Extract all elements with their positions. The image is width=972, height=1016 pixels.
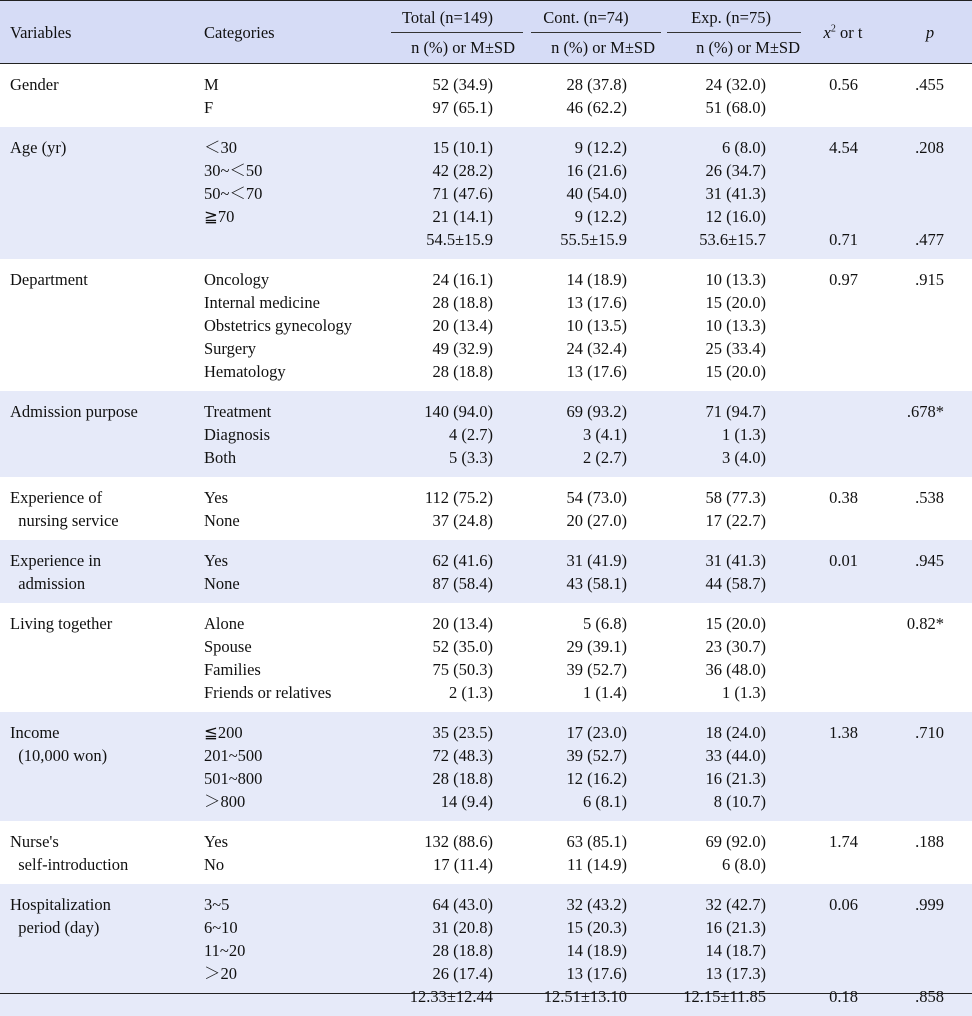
category-cell: Both xyxy=(204,448,237,467)
cont-cell: 3 (4.1) xyxy=(583,425,627,444)
category-cell: Internal medicine xyxy=(204,293,320,312)
total-cell: 17 (11.4) xyxy=(433,855,493,874)
cont-cell: 24 (32.4) xyxy=(566,339,627,358)
category-cell: ＞800 xyxy=(204,792,246,811)
category-cell: ＞20 xyxy=(204,964,237,983)
p-cell: .188 xyxy=(915,832,944,851)
header-exp-sub: n (%) or M±SD xyxy=(696,38,800,57)
cont-cell: 10 (13.5) xyxy=(566,316,627,335)
variable-label: Experience in admission xyxy=(10,551,102,593)
cont-cell: 40 (54.0) xyxy=(566,184,627,203)
total-cell: 64 (43.0) xyxy=(432,895,493,914)
category-cell: M xyxy=(204,75,219,94)
total-cell: 72 (48.3) xyxy=(432,746,493,765)
category-cell: Treatment xyxy=(204,402,272,421)
category-cell: 3~5 xyxy=(204,895,230,914)
total-cell: 28 (18.8) xyxy=(432,293,493,312)
category-cell: 11~20 xyxy=(204,941,246,960)
total-cell: 24 (16.1) xyxy=(432,270,493,289)
total-cell: 97 (65.1) xyxy=(432,98,493,117)
cont-cell: 5 (6.8) xyxy=(583,614,627,633)
exp-cell: 12 (16.0) xyxy=(705,207,766,226)
category-cell: Obstetrics gynecology xyxy=(204,316,353,335)
category-cell: 201~500 xyxy=(204,746,263,765)
cont-cell: 20 (27.0) xyxy=(566,511,627,530)
category-cell: F xyxy=(204,98,214,117)
stat-cell: 0.71 xyxy=(829,230,858,249)
stat-cell: 1.74 xyxy=(829,832,858,851)
total-cell: 62 (41.6) xyxy=(432,551,493,570)
total-cell: 28 (18.8) xyxy=(432,941,493,960)
exp-cell: 23 (30.7) xyxy=(705,637,766,656)
total-cell: 87 (58.4) xyxy=(432,574,493,593)
header-exp: Exp. (n=75) xyxy=(691,8,771,27)
cont-cell: 69 (93.2) xyxy=(566,402,627,421)
cont-cell: 28 (37.8) xyxy=(566,75,627,94)
category-cell: None xyxy=(204,511,240,530)
header-total-rule xyxy=(391,32,523,33)
category-cell: None xyxy=(204,574,240,593)
variable-label: Nurse's self-introduction xyxy=(10,832,129,874)
category-cell: Surgery xyxy=(204,339,256,358)
p-cell: 0.82* xyxy=(906,614,944,633)
exp-cell: 1 (1.3) xyxy=(722,683,766,702)
stat-cell: 0.97 xyxy=(829,270,858,289)
cont-cell: 17 (23.0) xyxy=(566,723,627,742)
category-cell: Friends or relatives xyxy=(204,683,332,702)
exp-cell: 10 (13.3) xyxy=(705,316,766,335)
header-total-sub: n (%) or M±SD xyxy=(411,38,515,57)
header-cont-rule xyxy=(531,32,661,33)
category-cell: Alone xyxy=(204,614,245,633)
cont-cell: 14 (18.9) xyxy=(566,941,627,960)
header-total: Total (n=149) xyxy=(401,8,494,27)
stat-cell: 4.54 xyxy=(829,138,858,157)
exp-cell: 12.15±11.85 xyxy=(683,987,766,1006)
cont-cell: 12 (16.2) xyxy=(566,769,627,788)
exp-cell: 16 (21.3) xyxy=(705,918,766,937)
variable-label: Department xyxy=(10,270,88,289)
variable-label: Gender xyxy=(10,75,59,94)
exp-cell: 15 (20.0) xyxy=(705,614,766,633)
cont-cell: 55.5±15.9 xyxy=(560,230,627,249)
total-cell: 54.5±15.9 xyxy=(426,230,493,249)
exp-cell: 51 (68.0) xyxy=(705,98,766,117)
header-p xyxy=(900,23,960,43)
header-cont-sub: n (%) or M±SD xyxy=(551,38,655,57)
cont-cell: 6 (8.1) xyxy=(583,792,627,811)
p-cell: .678* xyxy=(906,402,944,421)
exp-cell: 53.6±15.7 xyxy=(699,230,766,249)
p-cell: .858 xyxy=(915,987,944,1006)
cont-cell: 14 (18.9) xyxy=(566,270,627,289)
category-cell: Diagnosis xyxy=(204,425,270,444)
exp-cell: 31 (41.3) xyxy=(705,184,766,203)
exp-cell: 13 (17.3) xyxy=(705,964,766,983)
cont-cell: 13 (17.6) xyxy=(566,964,627,983)
header-p-label: p xyxy=(925,23,935,42)
header-cont: Cont. (n=74) xyxy=(543,8,629,27)
cont-cell: 16 (21.6) xyxy=(566,161,627,180)
table-header xyxy=(0,0,972,64)
cont-cell: 39 (52.7) xyxy=(566,660,627,679)
header-stat xyxy=(812,23,874,43)
variable-label: Age (yr) xyxy=(10,138,67,157)
exp-cell: 71 (94.7) xyxy=(705,402,766,421)
exp-cell: 1 (1.3) xyxy=(722,425,766,444)
total-cell: 112 (75.2) xyxy=(424,488,493,507)
total-cell: 26 (17.4) xyxy=(432,964,493,983)
total-cell: 31 (20.8) xyxy=(432,918,493,937)
p-cell: .208 xyxy=(915,138,944,157)
total-cell: 20 (13.4) xyxy=(432,316,493,335)
stat-cell: 0.38 xyxy=(829,488,858,507)
total-cell: 4 (2.7) xyxy=(449,425,493,444)
header-exp-rule xyxy=(667,32,801,33)
exp-cell: 15 (20.0) xyxy=(705,293,766,312)
total-cell: 75 (50.3) xyxy=(432,660,493,679)
header-categories: Categories xyxy=(204,23,275,42)
exp-cell: 15 (20.0) xyxy=(705,362,766,381)
category-cell: 30~＜50 xyxy=(204,161,263,180)
total-cell: 20 (13.4) xyxy=(432,614,493,633)
total-cell: 49 (32.9) xyxy=(432,339,493,358)
cont-cell: 32 (43.2) xyxy=(566,895,627,914)
total-cell: 21 (14.1) xyxy=(432,207,493,226)
header-variables: Variables xyxy=(10,23,72,42)
header-stat-sup: 2 xyxy=(830,23,836,35)
cont-cell: 13 (17.6) xyxy=(566,362,627,381)
exp-cell: 3 (4.0) xyxy=(722,448,766,467)
total-cell: 52 (34.9) xyxy=(432,75,493,94)
category-cell: Yes xyxy=(204,488,229,507)
cont-cell: 43 (58.1) xyxy=(566,574,627,593)
exp-cell: 31 (41.3) xyxy=(705,551,766,570)
p-cell: .945 xyxy=(915,551,944,570)
p-cell: .915 xyxy=(915,270,944,289)
category-cell: Hematology xyxy=(204,362,286,381)
category-cell: ＜30 xyxy=(204,138,237,157)
category-cell: 6~10 xyxy=(204,918,238,937)
cont-cell: 63 (85.1) xyxy=(566,832,627,851)
exp-cell: 44 (58.7) xyxy=(705,574,766,593)
total-cell: 132 (88.6) xyxy=(424,832,493,851)
total-cell: 140 (94.0) xyxy=(424,402,493,421)
cont-cell: 11 (14.9) xyxy=(567,855,627,874)
cont-cell: 54 (73.0) xyxy=(566,488,627,507)
total-cell: 35 (23.5) xyxy=(432,723,493,742)
exp-cell: 10 (13.3) xyxy=(705,270,766,289)
p-cell: .455 xyxy=(915,75,944,94)
total-cell: 28 (18.8) xyxy=(432,769,493,788)
stat-cell: 0.18 xyxy=(829,987,858,1006)
header-stat-rest: or t xyxy=(835,23,863,42)
total-cell: 37 (24.8) xyxy=(432,511,493,530)
total-cell: 15 (10.1) xyxy=(432,138,493,157)
exp-cell: 16 (21.3) xyxy=(705,769,766,788)
exp-cell: 6 (8.0) xyxy=(722,138,766,157)
exp-cell: 8 (10.7) xyxy=(713,792,766,811)
category-cell: No xyxy=(204,855,225,874)
total-cell: 52 (35.0) xyxy=(432,637,493,656)
variable-label: Experience of nursing service xyxy=(10,488,119,530)
category-cell: Families xyxy=(204,660,261,679)
p-cell: .538 xyxy=(915,488,944,507)
cont-cell: 31 (41.9) xyxy=(566,551,627,570)
cont-cell: 15 (20.3) xyxy=(566,918,627,937)
stat-cell: 0.01 xyxy=(829,551,858,570)
cont-cell: 9 (12.2) xyxy=(574,207,627,226)
total-cell: 2 (1.3) xyxy=(449,683,493,702)
variable-label: Hospitalization period (day) xyxy=(10,895,111,937)
variable-label: Income (10,000 won) xyxy=(10,723,108,765)
stat-cell: 1.38 xyxy=(829,723,858,742)
exp-cell: 18 (24.0) xyxy=(705,723,766,742)
exp-cell: 33 (44.0) xyxy=(705,746,766,765)
total-cell: 42 (28.2) xyxy=(432,161,493,180)
cont-cell: 2 (2.7) xyxy=(583,448,627,467)
exp-cell: 58 (77.3) xyxy=(705,488,766,507)
cont-cell: 39 (52.7) xyxy=(566,746,627,765)
cont-cell: 46 (62.2) xyxy=(566,98,627,117)
cont-cell: 29 (39.1) xyxy=(566,637,627,656)
variable-label: Living together xyxy=(10,614,113,633)
header-stat-x: x xyxy=(823,23,831,42)
total-cell: 12.33±12.44 xyxy=(409,987,493,1006)
cont-cell: 12.51±13.10 xyxy=(543,987,627,1006)
p-cell: .477 xyxy=(915,230,944,249)
exp-cell: 24 (32.0) xyxy=(705,75,766,94)
category-cell: 501~800 xyxy=(204,769,263,788)
exp-cell: 14 (18.7) xyxy=(705,941,766,960)
exp-cell: 25 (33.4) xyxy=(705,339,766,358)
exp-cell: 69 (92.0) xyxy=(705,832,766,851)
category-cell: Spouse xyxy=(204,637,252,656)
category-cell: ≦200 xyxy=(204,723,243,742)
exp-cell: 6 (8.0) xyxy=(722,855,766,874)
cont-cell: 13 (17.6) xyxy=(566,293,627,312)
exp-cell: 17 (22.7) xyxy=(705,511,766,530)
total-cell: 28 (18.8) xyxy=(432,362,493,381)
cont-cell: 1 (1.4) xyxy=(583,683,627,702)
bottom-rule xyxy=(0,993,972,994)
p-cell: .999 xyxy=(915,895,944,914)
category-cell: Yes xyxy=(204,551,229,570)
exp-cell: 26 (34.7) xyxy=(705,161,766,180)
variable-label: Admission purpose xyxy=(10,402,138,421)
cont-cell: 9 (12.2) xyxy=(574,138,627,157)
total-cell: 5 (3.3) xyxy=(449,448,493,467)
p-cell: .710 xyxy=(915,723,944,742)
stat-cell: 0.56 xyxy=(829,75,858,94)
total-cell: 71 (47.6) xyxy=(432,184,493,203)
category-cell: 50~＜70 xyxy=(204,184,263,203)
category-cell: Oncology xyxy=(204,270,270,289)
total-cell: 14 (9.4) xyxy=(440,792,493,811)
exp-cell: 36 (48.0) xyxy=(705,660,766,679)
stat-cell: 0.06 xyxy=(829,895,858,914)
exp-cell: 32 (42.7) xyxy=(705,895,766,914)
category-cell: Yes xyxy=(204,832,229,851)
category-cell: ≧70 xyxy=(204,207,235,226)
